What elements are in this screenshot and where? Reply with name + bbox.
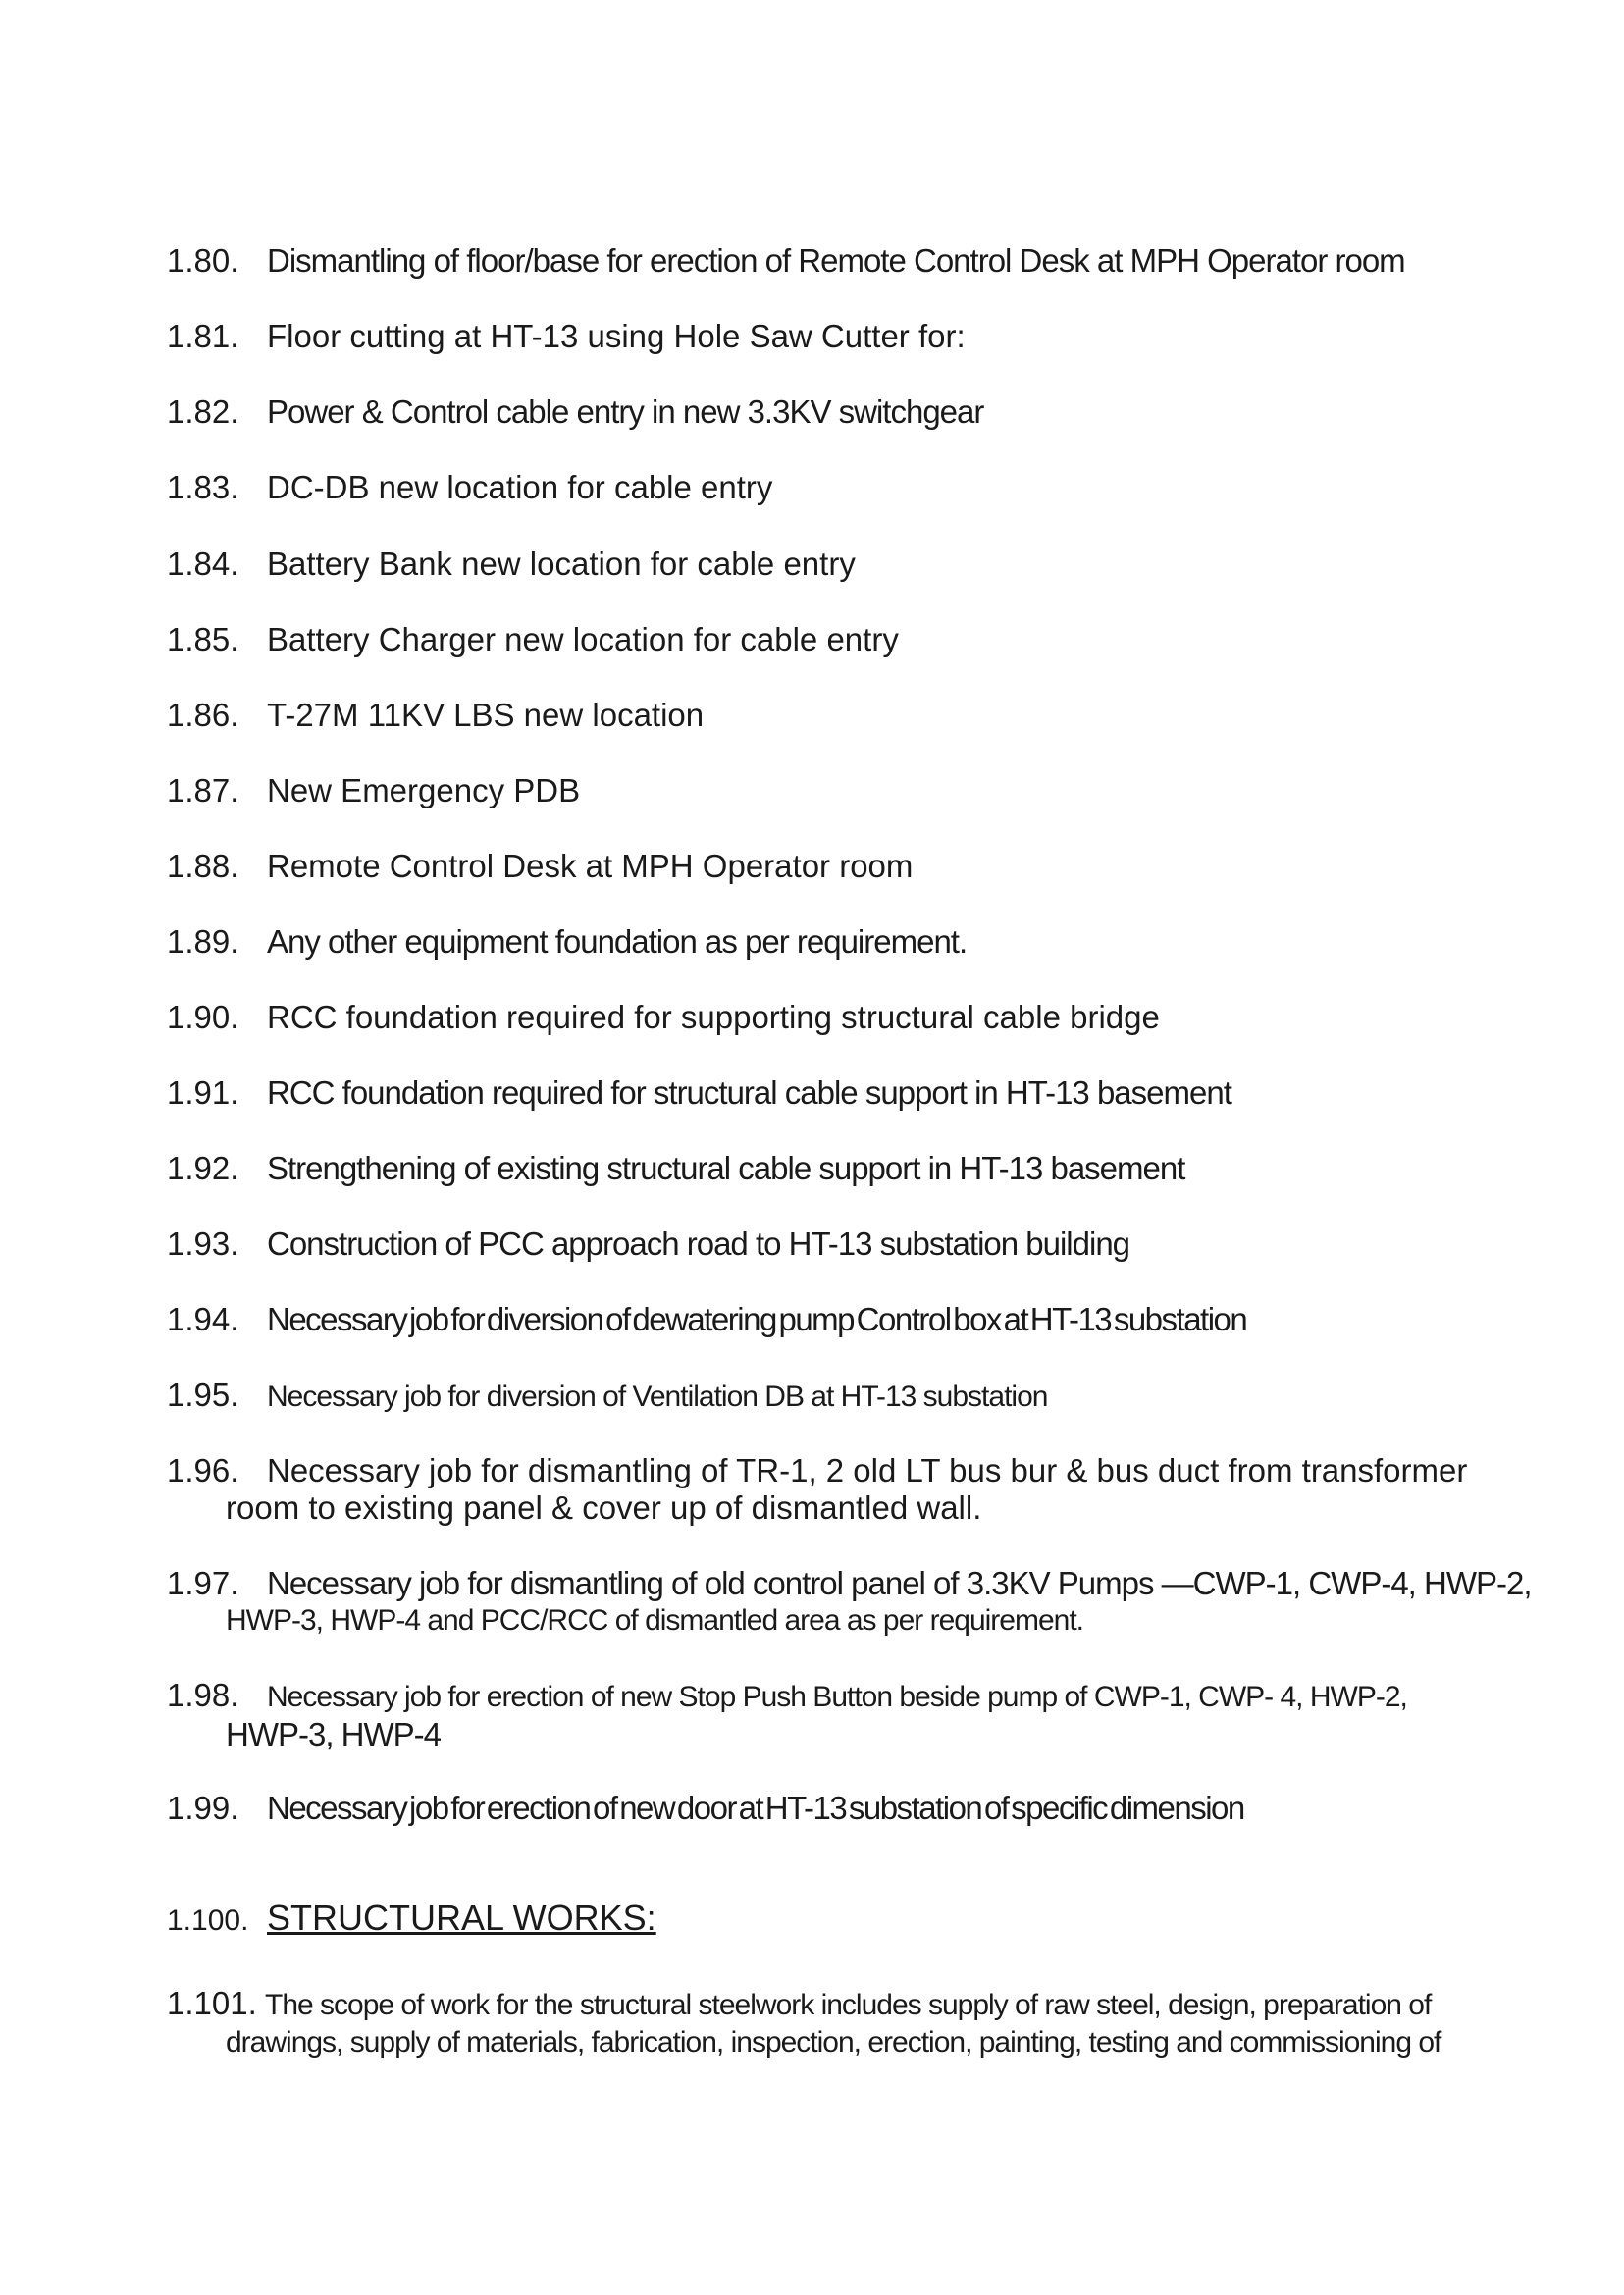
item-text: Battery Bank new location for cable entry <box>267 546 856 582</box>
item-number: 1.94. <box>167 1301 239 1337</box>
list-item-1-86 <box>167 697 1541 734</box>
item-text: New Emergency PDB <box>267 772 581 808</box>
list-item-1-92 <box>167 1150 1541 1187</box>
item-number: 1.83. <box>167 469 239 505</box>
list-item-1-83 <box>167 469 1541 506</box>
list-item-1-90 <box>167 999 1541 1036</box>
item-text: Necessary job for erection of new door at HT-13 substation of specific dimension <box>267 1790 1244 1826</box>
item-text: Necessary job for erection of new Stop Push Button beside pump of CWP-1, CWP- 4, HWP-2, <box>267 1681 1407 1713</box>
item-text: RCC foundation required for structural cable support in HT-13 basement <box>267 1074 1231 1111</box>
item-number: 1.98. <box>167 1677 239 1713</box>
item-text-continued: drawings, supply of materials, fabrication, inspection, erection, painting, testing and commissioning of <box>226 2026 1441 2059</box>
item-text: RCC foundation required for supporting structural cable bridge <box>267 999 1160 1035</box>
item-number: 1.91. <box>167 1074 239 1111</box>
item-text: DC-DB new location for cable entry <box>267 469 773 505</box>
item-text: Construction of PCC approach road to HT-13 substation building <box>267 1226 1130 1262</box>
item-number: 1.99. <box>167 1790 239 1826</box>
item-text: Floor cutting at HT-13 using Hole Saw Cutter for: <box>267 318 966 354</box>
list-item-1-101 <box>167 1985 1541 2061</box>
item-number: 1.87. <box>167 772 239 808</box>
item-number: 1.86. <box>167 697 239 733</box>
list-item-1-93 <box>167 1226 1541 1263</box>
item-text-continued: HWP-3, HWP-4 and PCC/RCC of dismantled area as per requirement. <box>226 1604 1084 1637</box>
item-text: Remote Control Desk at MPH Operator room <box>267 848 914 884</box>
item-number: 1.100. <box>167 1904 249 1937</box>
item-text: The scope of work for the structural steelwork includes supply of raw steel, design, preparation of <box>265 1989 1432 2021</box>
item-number: 1.92. <box>167 1150 239 1186</box>
item-number: 1.88. <box>167 848 239 884</box>
item-number: 1.97. <box>167 1565 239 1601</box>
list-item-1-88 <box>167 848 1541 885</box>
list-item-1-84 <box>167 546 1541 583</box>
item-text: Necessary job for dismantling of TR-1, 2 old LT bus bur & bus duct from transformer <box>267 1452 1468 1488</box>
item-text: Necessary job for dismantling of old control panel of 3.3KV Pumps —CWP-1, CWP-4, HWP-2, <box>267 1565 1532 1601</box>
item-text: T-27M 11KV LBS new location <box>267 697 705 733</box>
item-number: 1.90. <box>167 999 239 1035</box>
list-item-1-89 <box>167 923 1541 961</box>
list-item-1-82 <box>167 393 1541 431</box>
item-number: 1.80. <box>167 242 239 279</box>
list-item-1-91 <box>167 1074 1541 1112</box>
item-text: Power & Control cable entry in new 3.3KV switchgear <box>267 393 984 430</box>
item-number: 1.81. <box>167 318 239 354</box>
item-number: 1.84. <box>167 546 239 582</box>
section-heading-text: STRUCTURAL WORKS: <box>267 1898 656 1938</box>
section-heading-structural-works <box>167 1900 1541 1940</box>
item-number: 1.101. <box>167 1985 257 2021</box>
item-number: 1.82. <box>167 393 239 430</box>
list-item-1-94 <box>167 1301 1541 1338</box>
item-text-continued: HWP-3, HWP-4 <box>226 1716 441 1752</box>
item-text-continued: room to existing panel & cover up of dismantled wall. <box>226 1489 982 1526</box>
item-number: 1.96. <box>167 1452 239 1488</box>
list-item-1-98 <box>167 1677 1541 1753</box>
list-item-1-97 <box>167 1565 1541 1640</box>
item-text: Necessary job for diversion of Ventilation DB at HT-13 substation <box>267 1381 1048 1413</box>
item-text: Any other equipment foundation as per requirement. <box>267 923 968 960</box>
item-text: Battery Charger new location for cable entry <box>267 621 899 657</box>
item-text: Strengthening of existing structural cable support in HT-13 basement <box>267 1150 1185 1186</box>
item-text: Necessary job for diversion of dewatering pump Control box at HT-13 substation <box>267 1301 1247 1337</box>
item-number: 1.95. <box>167 1377 239 1413</box>
list-item-1-95 <box>167 1377 1541 1416</box>
item-text: Dismantling of floor/base for erection of Remote Control Desk at MPH Operator room <box>267 242 1405 279</box>
list-item-1-87 <box>167 772 1541 809</box>
list-item-1-99 <box>167 1790 1541 1827</box>
item-number: 1.93. <box>167 1226 239 1262</box>
list-item-1-85 <box>167 621 1541 658</box>
list-item-1-81 <box>167 318 1541 355</box>
list-item-1-80 <box>167 242 1541 280</box>
item-number: 1.89. <box>167 923 239 960</box>
list-item-1-96 <box>167 1452 1541 1527</box>
item-number: 1.85. <box>167 621 239 657</box>
